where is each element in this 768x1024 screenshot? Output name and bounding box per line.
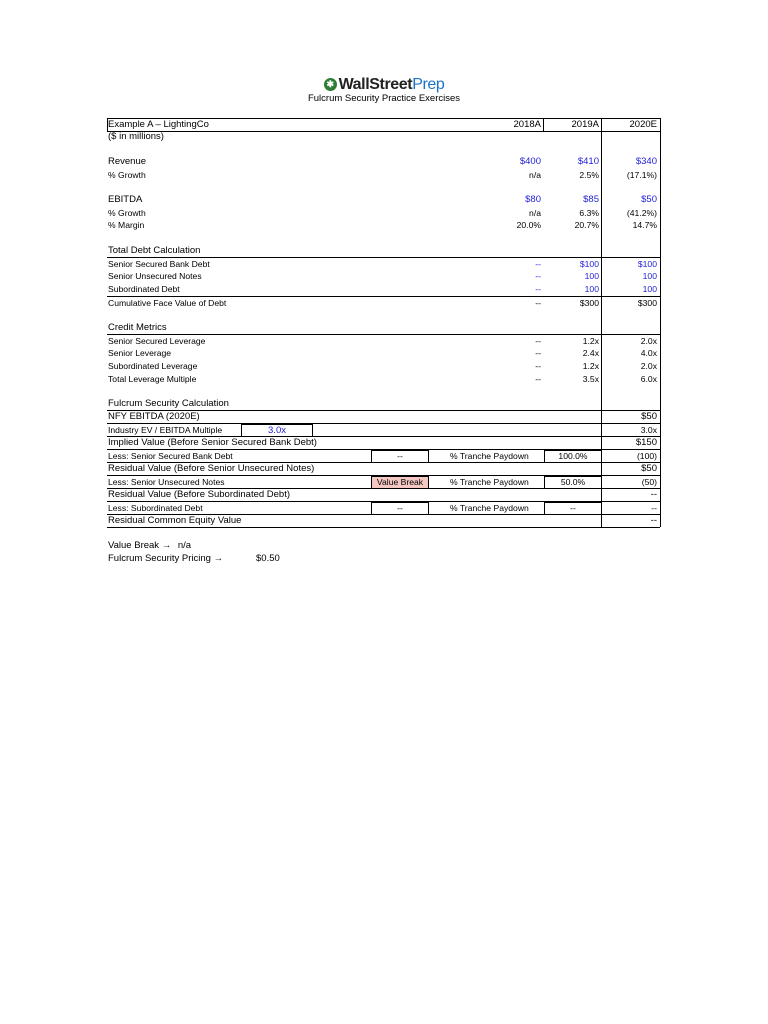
lev-total-row bbox=[107, 373, 660, 385]
cumulative-2020: $300 bbox=[637, 298, 657, 308]
less-secured-paydown-label: % Tranche Paydown bbox=[450, 451, 529, 461]
implied-value-label: Implied Value (Before Senior Secured Bank Debt) bbox=[108, 437, 317, 448]
ebitda-margin-2020: 14.7% bbox=[632, 220, 657, 230]
less-unsecured-paydown-label: % Tranche Paydown bbox=[450, 477, 529, 487]
ebitda-growth-2020: (41.2%) bbox=[626, 208, 657, 218]
ebitda-2020[interactable]: $50 bbox=[641, 194, 657, 205]
senior-unsecured-row bbox=[107, 270, 660, 282]
value-break-label: Value Break → bbox=[108, 540, 172, 551]
subordinated-2020[interactable]: 100 bbox=[642, 284, 657, 294]
less-sub-label: Less: Subordinated Debt bbox=[108, 503, 203, 513]
lev-sub-row bbox=[107, 360, 660, 372]
lev-senior-row bbox=[107, 347, 660, 359]
resid-equity-value: -- bbox=[650, 515, 657, 526]
credit-section-title: Credit Metrics bbox=[108, 322, 167, 333]
implied-value-value: $150 bbox=[635, 437, 657, 448]
credit-section-header bbox=[107, 322, 660, 334]
lev-sub-2019: 1.2x bbox=[582, 361, 599, 371]
subordinated-2019[interactable]: 100 bbox=[584, 284, 599, 294]
cumulative-debt-row bbox=[107, 296, 660, 309]
lev-senior-2019: 2.4x bbox=[582, 348, 599, 358]
fulcrum-section-header bbox=[107, 398, 660, 410]
year-2020e: 2020E bbox=[629, 119, 657, 130]
table-title: Example A – LightingCo bbox=[108, 119, 209, 130]
revenue-2019[interactable]: $410 bbox=[577, 156, 599, 167]
fulcrum-pricing-value: $0.50 bbox=[256, 553, 280, 564]
resid-equity-label: Residual Common Equity Value bbox=[108, 515, 242, 526]
resid-unsecured-value: $50 bbox=[641, 463, 657, 474]
resid-sub-row bbox=[107, 488, 660, 501]
value-break-value: n/a bbox=[177, 540, 192, 551]
ev-multiple-label: Industry EV / EBITDA Multiple bbox=[108, 425, 223, 435]
ebitda-margin-label: % Margin bbox=[108, 220, 145, 230]
revenue-label: Revenue bbox=[108, 156, 147, 167]
lev-secured-2019: 1.2x bbox=[582, 336, 599, 346]
ebitda-row bbox=[107, 194, 660, 206]
units-label: ($ in millions) bbox=[108, 131, 164, 142]
less-sub-value: -- bbox=[651, 503, 657, 513]
less-unsecured-value: (50) bbox=[641, 477, 657, 487]
less-sub-paydown: -- bbox=[544, 502, 602, 515]
wall-street-prep-logo bbox=[0, 76, 768, 94]
ebitda-growth-row bbox=[107, 207, 660, 219]
debt-section-title: Total Debt Calculation bbox=[108, 245, 201, 256]
fulcrum-pricing-label: Fulcrum Security Pricing → bbox=[108, 553, 224, 564]
value-break-flag: Value Break bbox=[371, 476, 429, 489]
less-secured-value: (100) bbox=[636, 451, 657, 461]
ebitda-growth-2019: 6.3% bbox=[579, 208, 599, 218]
ebitda-growth-2018: n/a bbox=[529, 208, 541, 218]
logo-prep: Prep bbox=[412, 76, 445, 93]
logo-street: Street bbox=[369, 76, 413, 93]
subordinated-row bbox=[107, 283, 660, 295]
nfy-ebitda-row bbox=[107, 410, 660, 423]
less-sub-flag: -- bbox=[371, 502, 429, 515]
ebitda-margin-row bbox=[107, 219, 660, 231]
resid-unsecured-row bbox=[107, 462, 660, 475]
table-right-border bbox=[660, 118, 661, 527]
senior-secured-2018[interactable]: -- bbox=[535, 259, 541, 269]
lev-senior-2020: 4.0x bbox=[640, 348, 657, 358]
less-unsecured-row bbox=[107, 475, 660, 488]
units-row bbox=[107, 131, 660, 143]
lev-senior-label: Senior Leverage bbox=[108, 348, 172, 358]
senior-unsecured-2019[interactable]: 100 bbox=[584, 271, 599, 281]
senior-secured-label: Senior Secured Bank Debt bbox=[108, 259, 210, 269]
logo-leaf-icon: ✱ bbox=[324, 78, 337, 91]
value-break-summary bbox=[108, 540, 191, 552]
resid-sub-value: -- bbox=[650, 489, 657, 500]
implied-value-row bbox=[107, 436, 660, 449]
senior-unsecured-label: Senior Unsecured Notes bbox=[108, 271, 202, 281]
senior-secured-row bbox=[107, 257, 660, 270]
lev-senior-2018: -- bbox=[535, 348, 541, 358]
subordinated-2018[interactable]: -- bbox=[535, 284, 541, 294]
nfy-ebitda-value: $50 bbox=[641, 411, 657, 422]
lev-secured-2018: -- bbox=[535, 336, 541, 346]
resid-sub-label: Residual Value (Before Subordinated Debt) bbox=[108, 489, 291, 500]
fulcrum-section-title: Fulcrum Security Calculation bbox=[108, 398, 229, 409]
year-2018a: 2018A bbox=[513, 119, 541, 130]
lev-sub-2020: 2.0x bbox=[640, 361, 657, 371]
page-subtitle: Fulcrum Security Practice Exercises bbox=[307, 93, 461, 104]
senior-secured-2019[interactable]: $100 bbox=[579, 259, 599, 269]
revenue-growth-row bbox=[107, 169, 660, 181]
revenue-growth-2020: (17.1%) bbox=[626, 170, 657, 180]
less-secured-row bbox=[107, 449, 660, 462]
cumulative-label: Cumulative Face Value of Debt bbox=[108, 298, 227, 308]
subordinated-label: Subordinated Debt bbox=[108, 284, 180, 294]
revenue-2018[interactable]: $400 bbox=[519, 156, 541, 167]
revenue-growth-2019: 2.5% bbox=[579, 170, 599, 180]
revenue-row bbox=[107, 156, 660, 168]
ev-multiple-value: 3.0x bbox=[640, 425, 657, 435]
cumulative-2018: -- bbox=[535, 298, 541, 308]
less-secured-flag: -- bbox=[371, 450, 429, 463]
lev-total-2020: 6.0x bbox=[640, 374, 657, 384]
lev-sub-2018: -- bbox=[535, 361, 541, 371]
ebitda-margin-2018: 20.0% bbox=[516, 220, 541, 230]
revenue-growth-label: % Growth bbox=[108, 170, 146, 180]
lev-total-2018: -- bbox=[535, 374, 541, 384]
resid-equity-row bbox=[107, 514, 660, 528]
lev-sub-label: Subordinated Leverage bbox=[108, 361, 198, 371]
ebitda-2019[interactable]: $85 bbox=[583, 194, 599, 205]
cumulative-2019: $300 bbox=[579, 298, 599, 308]
lev-secured-label: Senior Secured Leverage bbox=[108, 336, 206, 346]
less-secured-paydown: 100.0% bbox=[544, 450, 602, 463]
less-sub-row bbox=[107, 501, 660, 514]
resid-unsecured-label: Residual Value (Before Senior Unsecured Notes) bbox=[108, 463, 315, 474]
nfy-ebitda-label: NFY EBITDA (2020E) bbox=[108, 411, 200, 422]
less-unsecured-label: Less: Senior Unsecured Notes bbox=[108, 477, 225, 487]
revenue-growth-2018: n/a bbox=[529, 170, 541, 180]
ebitda-2018[interactable]: $80 bbox=[525, 194, 541, 205]
lev-total-2019: 3.5x bbox=[582, 374, 599, 384]
senior-unsecured-2018[interactable]: -- bbox=[535, 271, 541, 281]
senior-secured-2020[interactable]: $100 bbox=[637, 259, 657, 269]
less-secured-label: Less: Senior Secured Bank Debt bbox=[108, 451, 233, 461]
logo-wall: Wall bbox=[338, 76, 370, 93]
ev-multiple-row bbox=[107, 423, 660, 436]
fulcrum-pricing-summary bbox=[108, 553, 280, 565]
ev-multiple-input[interactable]: 3.0x bbox=[241, 424, 313, 437]
year-2019a: 2019A bbox=[571, 119, 599, 130]
ebitda-label: EBITDA bbox=[108, 194, 143, 205]
lev-secured-2020: 2.0x bbox=[640, 336, 657, 346]
table-title-row bbox=[107, 118, 660, 132]
less-sub-paydown-label: % Tranche Paydown bbox=[450, 503, 529, 513]
less-unsecured-paydown: 50.0% bbox=[544, 476, 602, 489]
lev-total-label: Total Leverage Multiple bbox=[108, 374, 197, 384]
debt-section-header bbox=[107, 245, 660, 257]
revenue-2020[interactable]: $340 bbox=[635, 156, 657, 167]
ebitda-margin-2019: 20.7% bbox=[574, 220, 599, 230]
lev-secured-row bbox=[107, 334, 660, 347]
senior-unsecured-2020[interactable]: 100 bbox=[642, 271, 657, 281]
ebitda-growth-label: % Growth bbox=[108, 208, 146, 218]
